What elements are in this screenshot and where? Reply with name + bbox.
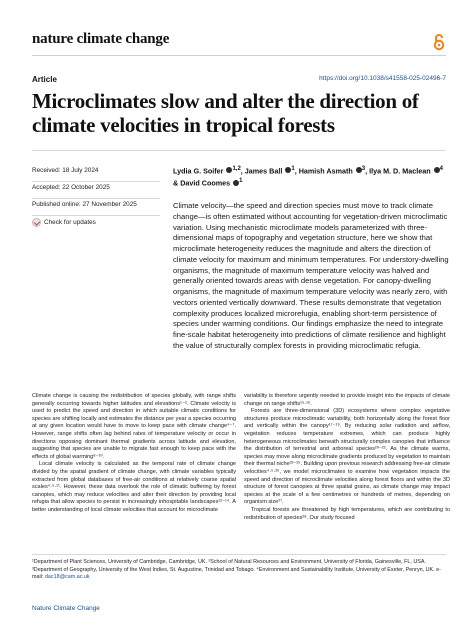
body-paragraph: Climate change is causing the redistribution of species globally, with range shifts generally occurring towards higher latitudes and elevations¹⁻³. Climate velocity is used to predict the speed and direction in which suitable climatic conditions for species are shifting locally and estimates the distance per year a species occurring at any given location would have to move to keep pace with climate change⁴⁻⁷. However, range shifts often lag behind rates of temperature velocity or occur in directions opposing dominant thermal gradients across latitude and elevation, suggesting that species are unable to migrate fast enough to keep pace with the effects of global warming⁸⁻¹⁰. xyxy=(32,393,236,460)
email-link[interactable]: dac18@cam.ac.uk xyxy=(44,574,90,581)
author-affiliation-sup: 1 xyxy=(239,178,243,185)
author-name[interactable]: , Ilya M. D. Maclean xyxy=(365,166,433,176)
body-paragraph: Tropical forests are threatened by high temperatures, which are contributing to redistribution of species²⁸. Our study focused xyxy=(244,506,450,521)
affiliation-divider xyxy=(32,554,446,555)
author-affiliation-sup: 1 xyxy=(291,166,295,172)
published-date: Published online: 27 November 2025 xyxy=(32,199,160,216)
author-name[interactable]: , James Ball xyxy=(240,166,285,176)
author-affiliation-sup: 3 xyxy=(361,166,366,172)
check-updates-label: Check for updates xyxy=(44,219,96,226)
body-column-right xyxy=(244,393,450,522)
abstract: Climate velocity—the speed and direction species must move to track climate change—is often estimated without accounting for vegetation-driven microclimatic variation. Using mechanistic microclimate models parameterized with three-dimensional maps of topography and vegetation structure, here we show that microclimate heterogeneity reduces the magnitude and alters the direction of climate velocity for maximum and minimum temperatures. For understory-dwelling organisms, the magnitude of maximum temperature velocity was halved and generally oriented towards areas with dense vegetation. For canopy-dwelling organisms, the magnitude of maximum temperature velocity was nearly zero, with vectors oriented vertically downward. These results demonstrate that vegetation complexity produces localized microrefugia, enabling short-term persistence of species under warming conditions. Our findings emphasize the need to integrate fine-scale habitat heterogeneity into predictions of climate resilience and highlight the value of structurally complex forests in providing microclimatic refugia. xyxy=(173,201,449,350)
article-dates xyxy=(32,165,160,227)
received-date: Received: 18 July 2024 xyxy=(32,165,160,182)
header-divider xyxy=(32,55,446,56)
body-paragraph: Forests are three-dimensional (3D) ecosystems where complex vegetative structures produce microclimatic variability, both horizontally along the forest floor and vertically within the canopy¹⁷⁻¹⁹. By reducing solar radiation and airflow, vegetation reduces temperature extremes, which can produce highly heterogeneous microclimates beneath structurally complex canopies that influence the distribution of terrestrial and arboreal species²⁰⁻²². As the climate warms, species may move along microclimate gradients produced by vegetation to maintain their thermal niche²³⁻²⁵. Building upon previous research addressing free-air climate velocities⁴·⁵·²⁶, we model microclimates to examine how vegetation impacts the speed and direction of microclimate velocities along forest floors and within the 3D structure of forest canopies at three spatial grains, as climate change may impact species at the scale of a few centimetres or hundreds of metres, depending on organism size²⁷. xyxy=(244,408,450,506)
affiliation-text: ¹Department of Plant Sciences, University of Cambridge, Cambridge, UK. ²School of Natural Resources and Environment, University of Florida, Gainesville, FL, USA. ³Department of Geography, University of the West Indies, St. Augustine, Trinidad and Tobago. ⁴Environment and Sustainability Institute, University of Exeter, Penryn, UK. xyxy=(32,559,437,573)
author-list xyxy=(173,164,449,189)
author-name[interactable]: & David Coomes xyxy=(173,178,233,188)
footer-journal-name: Nature Climate Change xyxy=(32,605,100,612)
body-paragraph: Local climate velocity is calculated as the temporal rate of climate change divided by the spatial gradient of climate change, with climate variables typically extracted from global databases of free-air conditions at relatively coarse spatial scales⁴·⁵·¹¹. However, these data overlook the role of climatic buffering by forest canopies, which may reduce velocities and alter their direction by providing local refugia that allow species to persist in increasingly inhospitable landscapes¹²⁻¹⁴. A better understanding of local climate velocities that account for microclimate xyxy=(32,461,236,513)
email-label: e-mail: xyxy=(32,566,441,581)
title-divider xyxy=(32,150,446,151)
article-title: Microclimates slow and alter the direction of climate velocities in tropical forests xyxy=(32,89,419,137)
accepted-date: Accepted: 22 October 2025 xyxy=(32,182,160,199)
author-name[interactable]: , Hamish Asmath xyxy=(294,166,355,176)
check-updates-icon xyxy=(32,218,41,227)
body-column-left xyxy=(32,393,236,515)
author-affiliation-sup: 4 xyxy=(439,166,443,172)
body-paragraph: variability is therefore urgently needed to provide insight into the impacts of climate change on range shifts¹⁵·¹⁶. xyxy=(244,393,450,407)
doi-link[interactable]: https://doi.org/10.1038/s41558-025-02496-7 xyxy=(319,75,446,82)
author-affiliation-sup: 1,2 xyxy=(232,166,241,172)
affiliations xyxy=(32,559,450,582)
open-access-icon xyxy=(432,33,446,51)
check-updates-button[interactable] xyxy=(32,216,160,227)
journal-name: nature climate change xyxy=(32,31,170,47)
author-name[interactable]: Lydia G. Soifer xyxy=(173,166,226,176)
article-type: Article xyxy=(32,75,57,84)
